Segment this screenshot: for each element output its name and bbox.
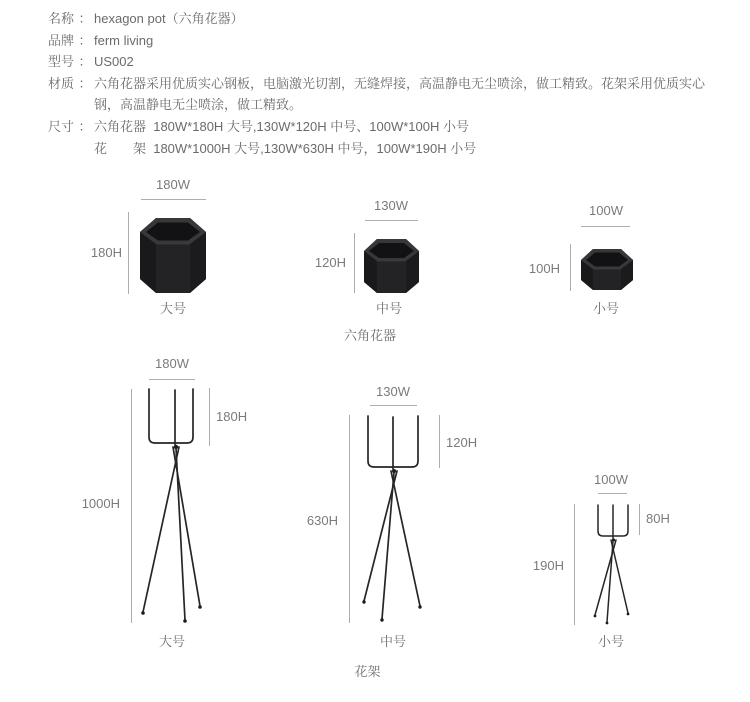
spec-value-size-pot: 六角花器 180W*180H 大号,130W*120H 中号、100W*100H 小号 xyxy=(94,118,469,134)
spec-row-model xyxy=(48,51,713,73)
spec-key: 尺寸 xyxy=(48,118,75,134)
spec-value-size-stand: 花 架 180W*1000H 大号,130W*630H 中号，100W*190H 小号 xyxy=(94,140,477,156)
stand-large-size-label: 大号 xyxy=(158,634,185,649)
pot-small-width-label: 100W xyxy=(589,203,623,218)
pot-section-caption: 六角花器 xyxy=(343,328,396,343)
spec-colon: ： xyxy=(78,75,92,91)
stand-small-width-line xyxy=(598,493,627,494)
spec-row-brand xyxy=(48,30,713,52)
pot-large-height-line xyxy=(128,212,129,294)
spec-colon xyxy=(76,138,94,160)
stand-section-caption: 花架 xyxy=(354,664,381,679)
spec-row-name xyxy=(48,8,713,30)
spec-value-name: hexagon pot（六角花器） xyxy=(94,11,244,26)
spec-key: 品牌 xyxy=(48,32,75,48)
pot-medium-height-label: 120H xyxy=(314,255,346,270)
spec-colon: ： xyxy=(78,54,92,70)
plant-stand-small-image xyxy=(580,503,640,625)
stand-medium-total-height-line xyxy=(349,415,350,623)
stand-medium-basket-height-label: 120H xyxy=(446,435,478,450)
stand-small-total-height-line xyxy=(574,504,575,625)
pot-large-width-label: 180W xyxy=(156,177,190,192)
spec-key: 型号 xyxy=(48,54,75,70)
stand-large-total-height-label: 1000H xyxy=(81,496,120,511)
pot-medium-width-label: 130W xyxy=(374,198,408,213)
spec-row-material xyxy=(48,73,713,116)
plant-stand-medium-image xyxy=(360,414,428,623)
stand-medium-size-label: 中号 xyxy=(379,634,406,649)
stand-medium-total-height-label: 630H xyxy=(306,513,338,528)
pot-medium-height-line xyxy=(354,233,355,293)
pot-small-width-line xyxy=(581,226,630,227)
stand-large-basket-height-line xyxy=(209,388,210,446)
pot-small-height-line xyxy=(570,244,571,291)
spec-row-size-pot xyxy=(48,116,713,138)
spec-key xyxy=(48,138,76,160)
spec-value-model: US002 xyxy=(94,54,134,70)
stand-medium-width-line xyxy=(370,405,417,406)
pot-medium-size-label: 中号 xyxy=(375,301,402,316)
stand-small-size-label: 小号 xyxy=(597,634,624,649)
spec-row-size-stand xyxy=(48,138,713,160)
stand-small-basket-height-label: 80H xyxy=(646,511,670,526)
stand-large-total-height-line xyxy=(131,389,132,623)
pot-large-width-line xyxy=(141,199,206,200)
pot-medium-width-line xyxy=(365,220,418,221)
spec-colon: ： xyxy=(78,118,92,134)
stand-medium-basket-height-line xyxy=(439,415,440,468)
pot-large-size-label: 大号 xyxy=(159,301,186,316)
stand-medium-width-label: 130W xyxy=(376,384,410,399)
hexagon-pot-large-image xyxy=(139,210,207,295)
stand-large-width-line xyxy=(149,379,195,380)
hexagon-pot-medium-image xyxy=(363,232,420,294)
plant-stand-large-image xyxy=(140,387,205,625)
spec-key: 材质 xyxy=(48,75,75,91)
stand-large-width-label: 180W xyxy=(155,356,189,371)
hexagon-pot-small-image xyxy=(580,243,634,291)
spec-text-block xyxy=(48,8,713,159)
spec-value-material: 六角花器采用优质实心钢板，电脑激光切割，无缝焊接，高温静电无尘喷涂，做工精致。花架采用优质实心钢，高温静电无尘喷涂，做工精致。 xyxy=(94,75,706,113)
stand-large-basket-height-label: 180H xyxy=(216,409,248,424)
spec-colon: ： xyxy=(78,32,92,48)
spec-key: 名称 xyxy=(48,11,75,26)
stand-small-basket-height-line xyxy=(639,504,640,535)
pot-small-height-label: 100H xyxy=(528,261,560,276)
stand-small-width-label: 100W xyxy=(594,472,628,487)
spec-value-brand: ferm living xyxy=(94,32,154,48)
stand-small-total-height-label: 190H xyxy=(532,558,564,573)
spec-colon: ： xyxy=(78,11,92,26)
pot-large-height-label: 180H xyxy=(90,245,122,260)
pot-small-size-label: 小号 xyxy=(592,301,619,316)
